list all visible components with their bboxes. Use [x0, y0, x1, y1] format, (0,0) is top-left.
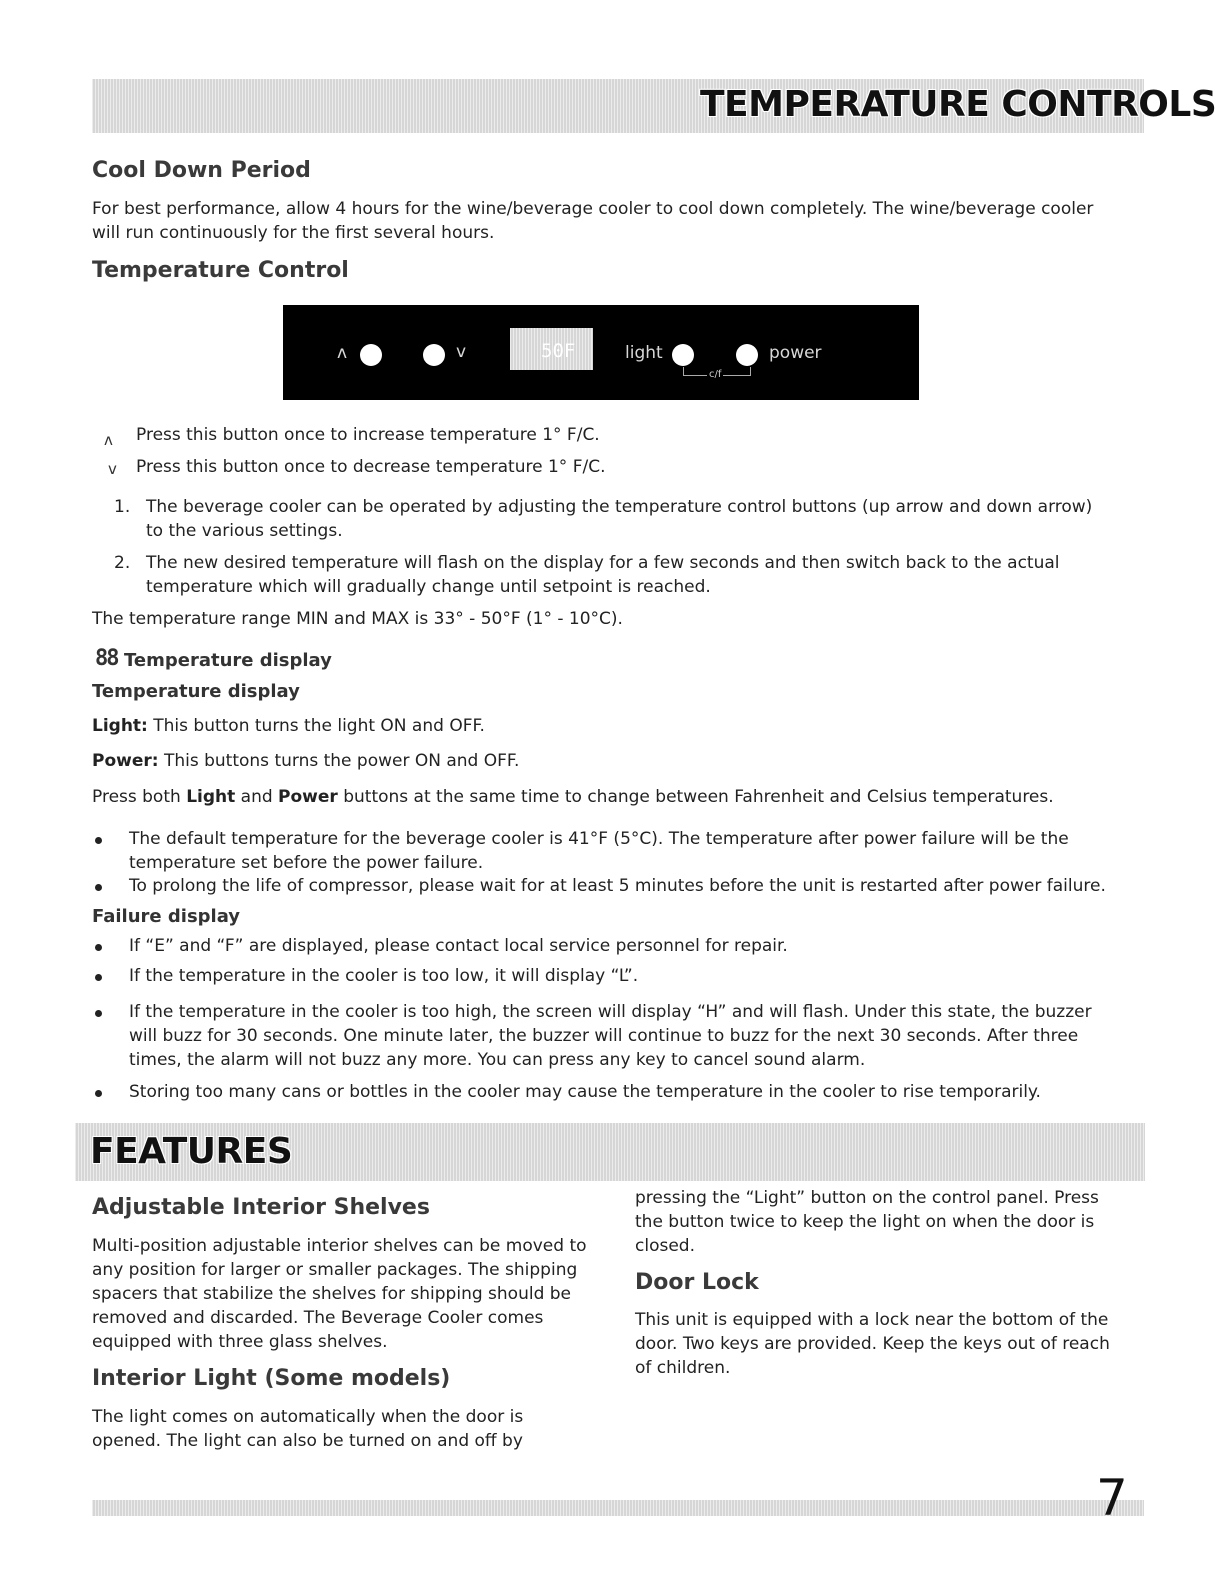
bullet-icon — [95, 837, 102, 844]
interior-light-line-1: The light comes on automatically when the door is — [92, 1407, 524, 1427]
power-label: power — [769, 343, 822, 363]
step-number-2: 2. — [114, 553, 131, 573]
cool-down-line-2: will run continuously for the first several hours. — [92, 223, 495, 243]
cf-label: c/f — [709, 369, 722, 380]
up-arrow-icon: ʌ — [337, 343, 348, 363]
step-1-line-1: The beverage cooler can be operated by adjusting the temperature control buttons (up arrow and down arrow) — [146, 497, 1093, 517]
temperature-display-value: 50F — [541, 340, 576, 362]
failure-e-f: If “E” and “F” are displayed, please contact local service personnel for repair. — [129, 936, 788, 956]
shelves-line-5: equipped with three glass shelves. — [92, 1332, 388, 1352]
shelves-line-4: removed and discarded. The Beverage Cooler comes — [92, 1308, 544, 1328]
bullet-icon — [95, 884, 102, 891]
step-2-line-1: The new desired temperature will flash on the display for a few seconds and then switch back to the actual — [146, 553, 1060, 573]
up-arrow-symbol-icon: ʌ — [104, 431, 113, 449]
bullet-icon — [95, 1010, 102, 1017]
power-description — [92, 749, 519, 773]
cool-down-line-1: For best performance, allow 4 hours for the wine/beverage cooler to cool down completely. The wine/beverage cooler — [92, 199, 1094, 219]
up-button[interactable] — [360, 344, 382, 366]
light-text: This button turns the light ON and OFF. — [147, 716, 485, 736]
failure-display-heading: Failure display — [92, 906, 241, 927]
down-arrow-symbol-icon: v — [108, 460, 117, 478]
light-description — [92, 714, 485, 738]
failure-h-line-1: If the temperature in the cooler is too high, the screen will display “H” and will flash. Under this state, the buzzer — [129, 1002, 1092, 1022]
down-arrow-icon: v — [456, 342, 467, 362]
default-temp-line-2: temperature set before the power failure. — [129, 853, 484, 873]
combo-and: and — [235, 787, 279, 807]
power-button[interactable] — [736, 344, 758, 366]
seven-segment-icon: 88 — [95, 646, 118, 671]
down-button[interactable] — [423, 344, 445, 366]
step-1-line-2: to the various settings. — [146, 521, 343, 541]
combo-power: Power — [278, 787, 338, 807]
interior-light-cont-2: the button twice to keep the light on when the door is — [635, 1212, 1095, 1232]
door-lock-line-2: door. Two keys are provided. Keep the keys out of reach — [635, 1334, 1110, 1354]
failure-h-line-3: times, the alarm will not buzz any more. You can press any key to cancel sound alarm. — [129, 1050, 866, 1070]
interior-light-line-2: opened. The light can also be turned on and off by — [92, 1431, 523, 1451]
storing-note: Storing too many cans or bottles in the cooler may cause the temperature in the cooler to rise temporarily. — [129, 1082, 1041, 1102]
failure-l: If the temperature in the cooler is too low, it will display “L”. — [129, 966, 639, 986]
down-button-description: Press this button once to decrease temperature 1° F/C. — [136, 457, 606, 477]
shelves-line-2: any position for larger or smaller packages. The shipping — [92, 1260, 578, 1280]
interior-light-cont-1: pressing the “Light” button on the control panel. Press — [635, 1188, 1099, 1208]
light-label: light — [625, 343, 663, 363]
interior-light-cont-3: closed. — [635, 1236, 695, 1256]
temperature-display-heading-1: Temperature display — [124, 650, 332, 671]
cool-down-heading: Cool Down Period — [92, 158, 311, 183]
bullet-icon — [95, 1090, 102, 1097]
light-term: Light: — [92, 716, 148, 736]
combo-pre: Press both — [92, 787, 187, 807]
light-power-combo-description — [92, 785, 1054, 809]
default-temp-line-1: The default temperature for the beverage cooler is 41°F (5°C). The temperature after power failure will be the — [129, 829, 1069, 849]
step-number-1: 1. — [114, 497, 131, 517]
footer-bar — [92, 1500, 1144, 1516]
temperature-display-heading-2: Temperature display — [92, 681, 300, 702]
up-button-description: Press this button once to increase temperature 1° F/C. — [136, 425, 600, 445]
door-lock-line-1: This unit is equipped with a lock near the bottom of the — [635, 1310, 1109, 1330]
door-lock-heading: Door Lock — [635, 1270, 759, 1295]
failure-h-line-2: will buzz for 30 seconds. One minute later, the buzzer will continue to buzz for the next 30 seconds. After three — [129, 1026, 1079, 1046]
shelves-heading: Adjustable Interior Shelves — [92, 1195, 430, 1220]
control-panel — [283, 305, 919, 400]
temperature-range: The temperature range MIN and MAX is 33° - 50°F (1° - 10°C). — [92, 609, 623, 629]
combo-light: Light — [186, 787, 236, 807]
bullet-icon — [95, 974, 102, 981]
interior-light-heading: Interior Light (Some models) — [92, 1366, 451, 1391]
step-2-line-2: temperature which will gradually change until setpoint is reached. — [146, 577, 711, 597]
power-text: This buttons turns the power ON and OFF. — [158, 751, 520, 771]
combo-post: buttons at the same time to change between Fahrenheit and Celsius temperatures. — [337, 787, 1054, 807]
power-term: Power: — [92, 751, 159, 771]
door-lock-line-3: of children. — [635, 1358, 731, 1378]
shelves-line-1: Multi-position adjustable interior shelves can be moved to — [92, 1236, 587, 1256]
light-button[interactable] — [672, 344, 694, 366]
compressor-note: To prolong the life of compressor, please wait for at least 5 minutes before the unit is restarted after power failure. — [129, 876, 1106, 896]
shelves-line-3: spacers that stabilize the shelves for shipping should be — [92, 1284, 572, 1304]
features-title: FEATURES — [90, 1131, 293, 1172]
page-number: 7 — [1096, 1469, 1128, 1527]
page-title: TEMPERATURE CONTROLS — [700, 84, 1217, 125]
bullet-icon — [95, 944, 102, 951]
temperature-control-heading: Temperature Control — [92, 258, 349, 283]
